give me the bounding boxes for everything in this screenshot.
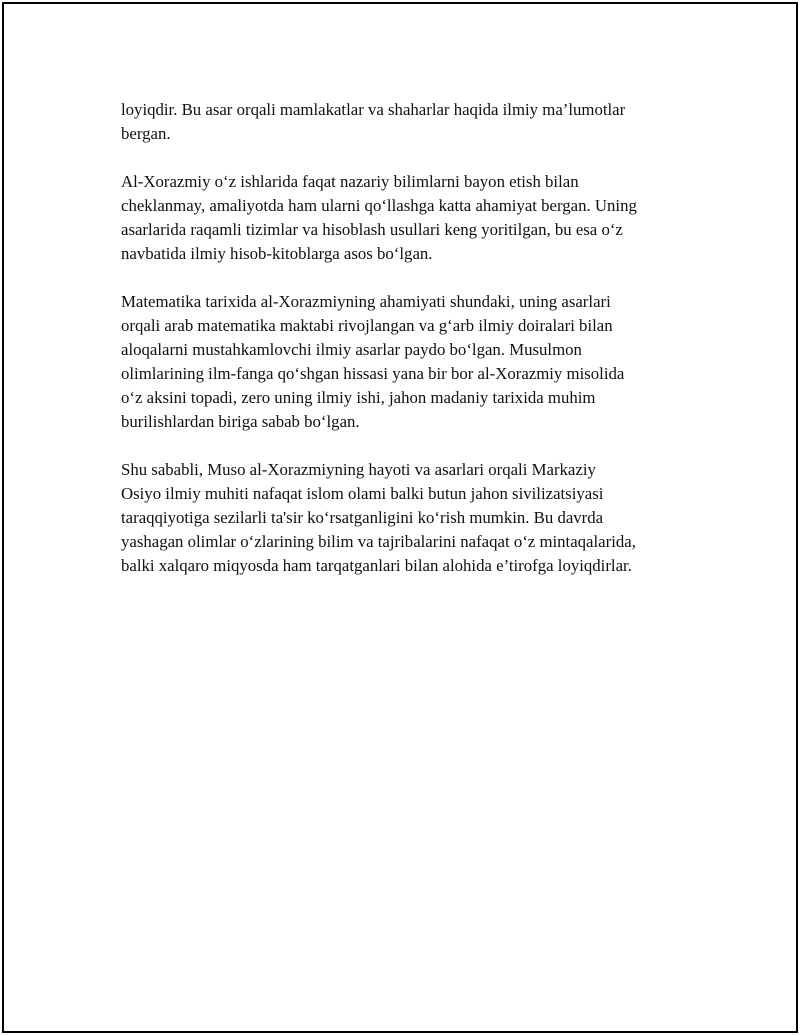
text-line: asarlarida raqamli tizimlar va hisoblash usullari keng yoritilgan, bu esa o‘z [121,220,623,239]
paragraph-3 [121,290,706,434]
text-line: bergan. [121,124,171,143]
text-line: burilishlardan biriga sabab bo‘lgan. [121,412,360,431]
text-line: balki xalqaro miqyosda ham tarqatganlari bilan alohida e’tirofga loyiqdirlar. [121,556,632,575]
paragraph-1 [121,98,706,146]
paragraph-4 [121,458,706,578]
text-line: Osiyo ilmiy muhiti nafaqat islom olami balki butun jahon sivilizatsiyasi [121,484,604,503]
text-line: orqali arab matematika maktabi rivojlangan va g‘arb ilmiy doiralari bilan [121,316,613,335]
text-line: Matematika tarixida al-Xorazmiyning ahamiyati shundaki, uning asarlari [121,292,611,311]
text-line: Al-Xorazmiy o‘z ishlarida faqat nazariy bilimlarni bayon etish bilan [121,172,579,191]
document-body [121,98,706,602]
text-line: cheklanmay, amaliyotda ham ularni qo‘llashga katta ahamiyat bergan. Uning [121,196,637,215]
page-frame [2,2,798,1033]
paragraph-2 [121,170,706,266]
text-line: taraqqiyotiga sezilarli ta'sir ko‘rsatganligini ko‘rish mumkin. Bu davrda [121,508,604,527]
text-line: Shu sababli, Muso al-Xorazmiyning hayoti va asarlari orqali Markaziy [121,460,596,479]
text-line: olimlarining ilm-fanga qo‘shgan hissasi yana bir bor al-Xorazmiy misolida [121,364,625,383]
text-line: navbatida ilmiy hisob-kitoblarga asos bo‘lgan. [121,244,433,263]
text-line: aloqalarni mustahkamlovchi ilmiy asarlar paydo bo‘lgan. Musulmon [121,340,582,359]
text-line: loyiqdir. Bu asar orqali mamlakatlar va shaharlar haqida ilmiy ma’lumotlar [121,100,626,119]
text-line: yashagan olimlar o‘zlarining bilim va tajribalarini nafaqat o‘z mintaqalarida, [121,532,636,551]
text-line: o‘z aksini topadi, zero uning ilmiy ishi, jahon madaniy tarixida muhim [121,388,596,407]
